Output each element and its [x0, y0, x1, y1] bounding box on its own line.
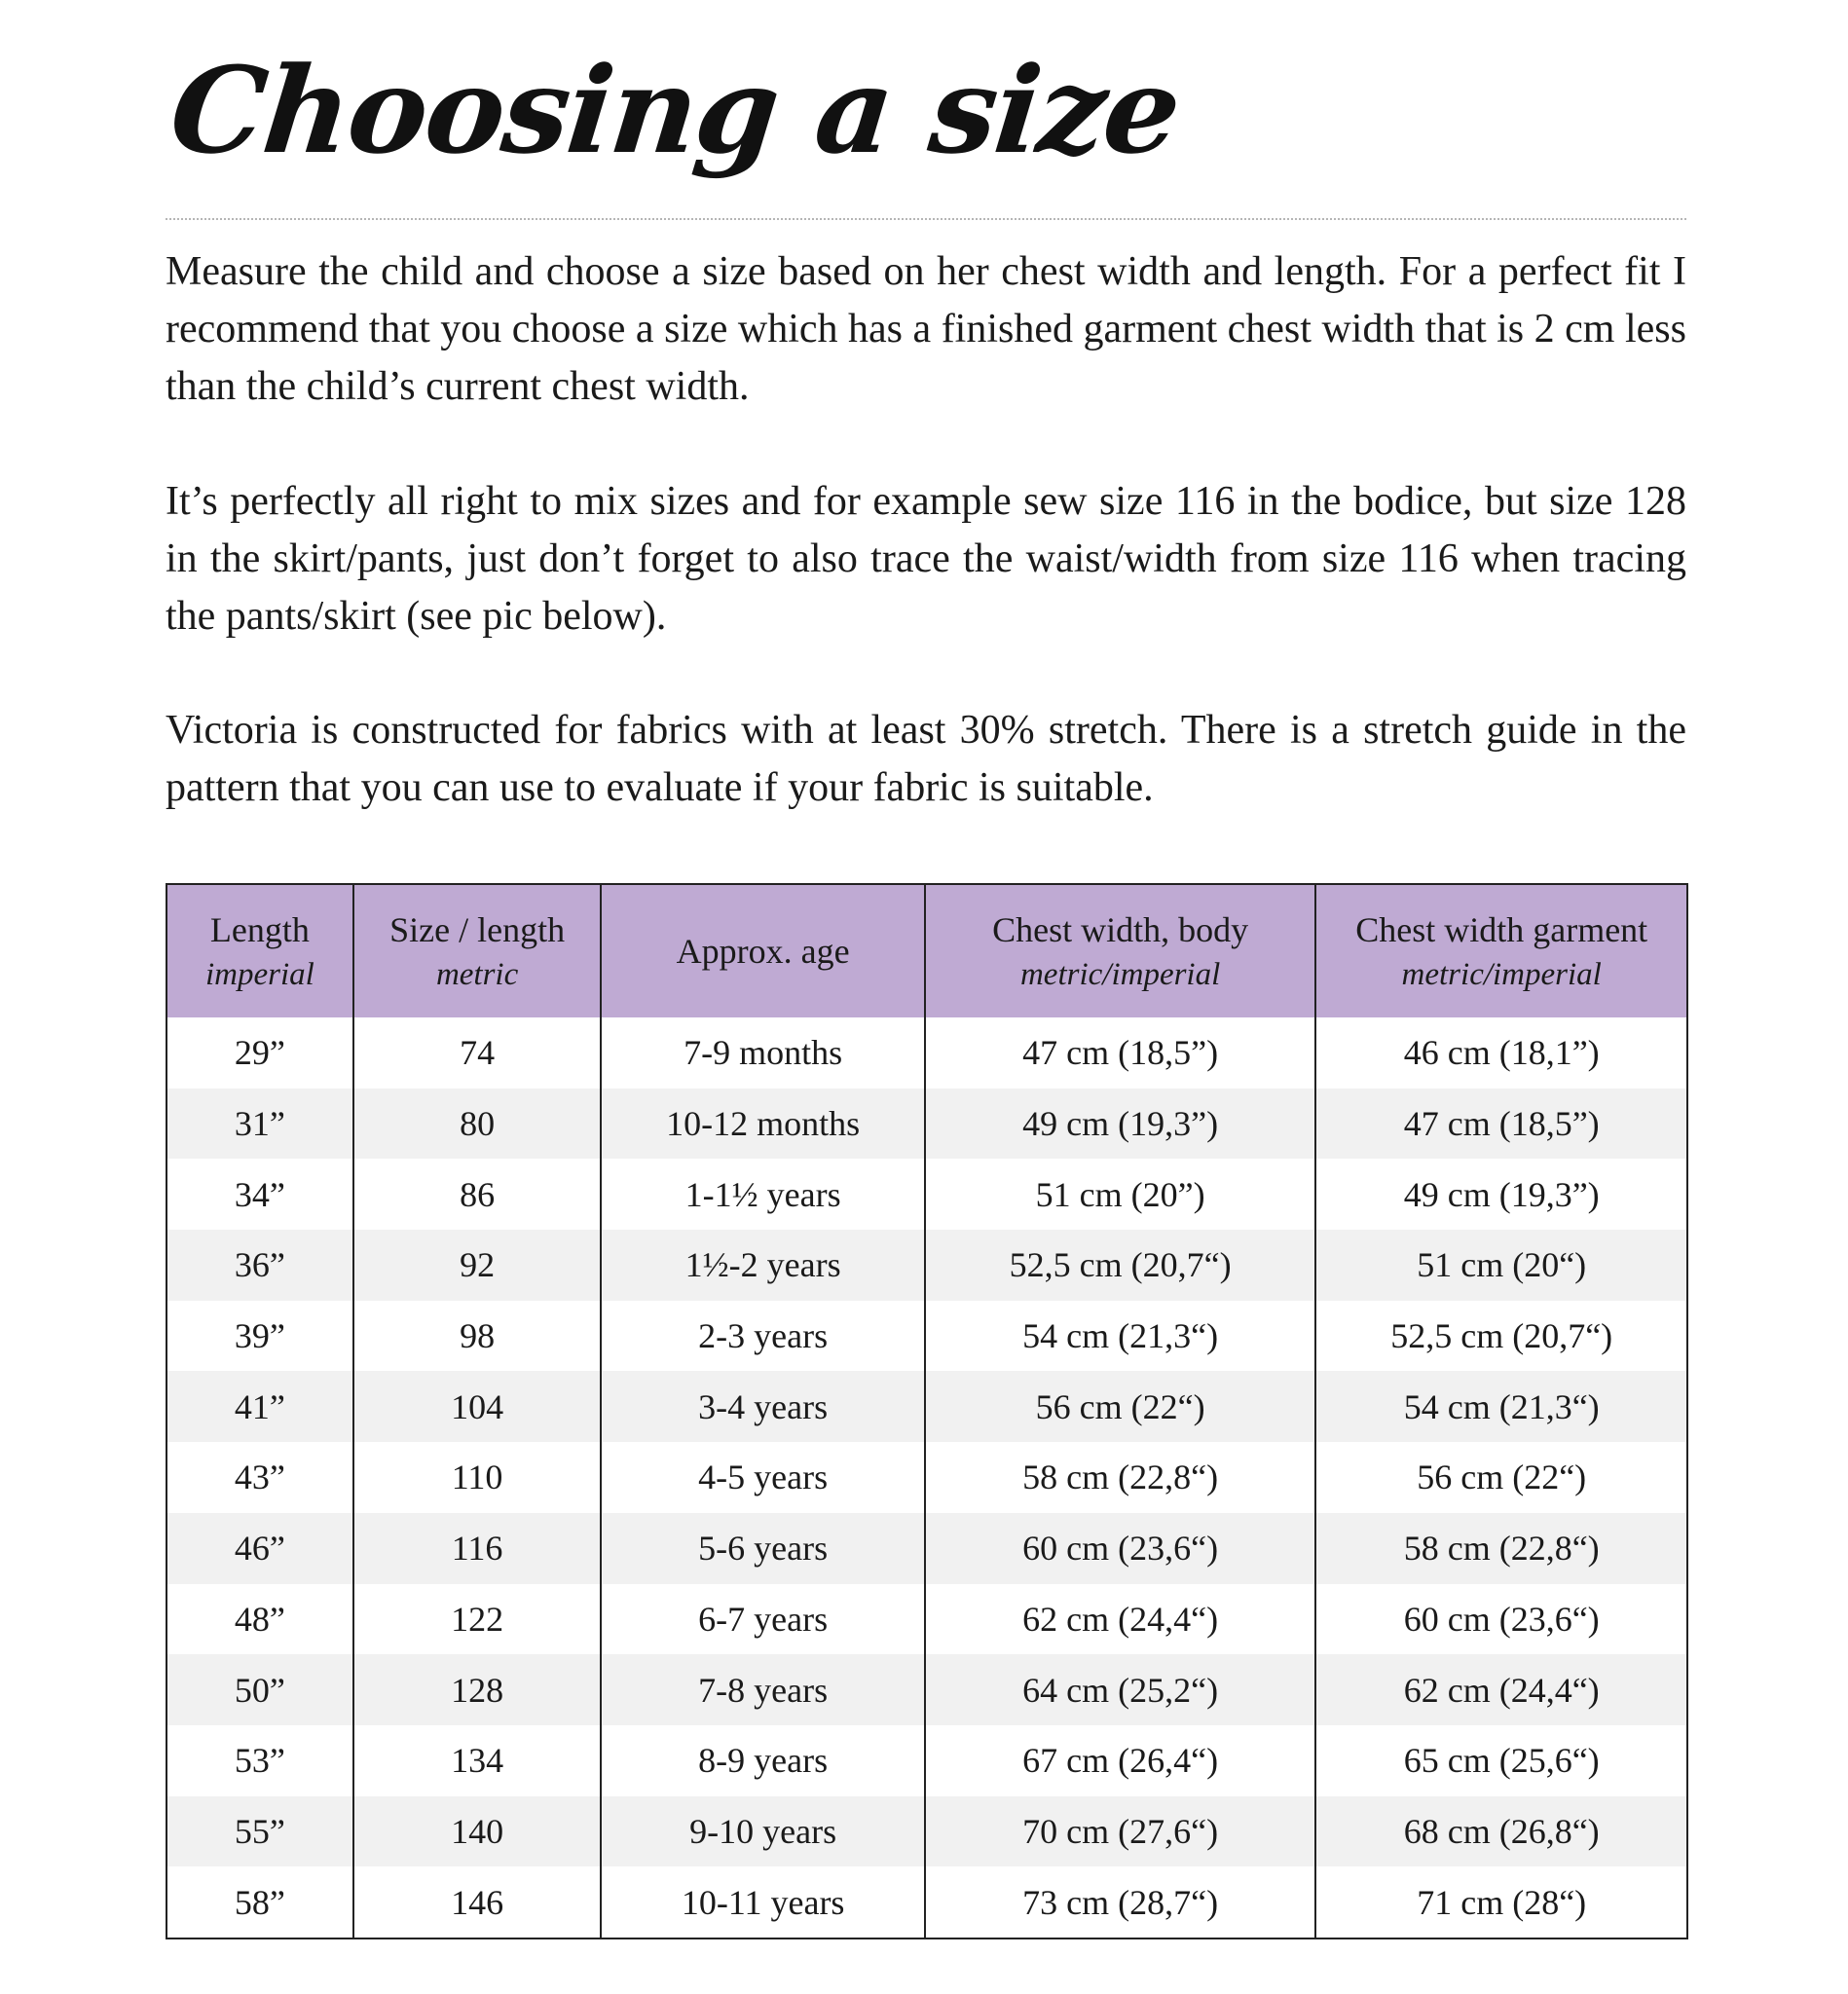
- table-row: [166, 1442, 1687, 1513]
- table-row: [166, 1230, 1687, 1301]
- cell-chest-body: 70 cm (27,6“): [925, 1796, 1316, 1867]
- cell-size: 80: [353, 1089, 602, 1160]
- cell-chest-garment: 54 cm (21,3“): [1315, 1371, 1687, 1442]
- cell-chest-body: 64 cm (25,2“): [925, 1654, 1316, 1725]
- cell-age: 10-11 years: [601, 1866, 924, 1939]
- cell-length: 41”: [166, 1371, 353, 1442]
- table-row: [166, 1017, 1687, 1089]
- header-label: Length: [209, 910, 310, 949]
- cell-length: 46”: [166, 1513, 353, 1584]
- cell-chest-garment: 65 cm (25,6“): [1315, 1725, 1687, 1796]
- size-table: [166, 883, 1688, 1939]
- cell-age: 7-9 months: [601, 1017, 924, 1089]
- cell-chest-garment: 58 cm (22,8“): [1315, 1513, 1687, 1584]
- table-row: [166, 1513, 1687, 1584]
- header-label: Chest width garment: [1355, 910, 1648, 949]
- table-header-row: [166, 884, 1687, 1017]
- cell-size: 116: [353, 1513, 602, 1584]
- header-label: Size / length: [389, 910, 566, 949]
- table-row: [166, 1089, 1687, 1160]
- cell-age: 1-1½ years: [601, 1159, 924, 1230]
- cell-chest-body: 52,5 cm (20,7“): [925, 1230, 1316, 1301]
- cell-size: 74: [353, 1017, 602, 1089]
- cell-length: 48”: [166, 1584, 353, 1655]
- cell-size: 122: [353, 1584, 602, 1655]
- cell-age: 4-5 years: [601, 1442, 924, 1513]
- header-length: [166, 884, 353, 1017]
- cell-size: 86: [353, 1159, 602, 1230]
- table-row: [166, 1584, 1687, 1655]
- table-row: [166, 1301, 1687, 1372]
- title-divider: [166, 218, 1686, 220]
- header-label: Chest width, body: [992, 910, 1249, 949]
- cell-chest-body: 51 cm (20”): [925, 1159, 1316, 1230]
- cell-length: 36”: [166, 1230, 353, 1301]
- cell-age: 5-6 years: [601, 1513, 924, 1584]
- cell-length: 58”: [166, 1866, 353, 1939]
- page-title: Choosing a size: [164, 40, 1186, 180]
- cell-age: 3-4 years: [601, 1371, 924, 1442]
- cell-chest-garment: 56 cm (22“): [1315, 1442, 1687, 1513]
- table-row: [166, 1654, 1687, 1725]
- header-size-length: [353, 884, 602, 1017]
- cell-chest-body: 62 cm (24,4“): [925, 1584, 1316, 1655]
- cell-chest-body: 67 cm (26,4“): [925, 1725, 1316, 1796]
- table-row: [166, 1371, 1687, 1442]
- cell-age: 2-3 years: [601, 1301, 924, 1372]
- cell-length: 55”: [166, 1796, 353, 1867]
- cell-chest-body: 56 cm (22“): [925, 1371, 1316, 1442]
- cell-length: 29”: [166, 1017, 353, 1089]
- cell-chest-garment: 60 cm (23,6“): [1315, 1584, 1687, 1655]
- cell-size: 98: [353, 1301, 602, 1372]
- cell-chest-body: 49 cm (19,3”): [925, 1089, 1316, 1160]
- header-sublabel: metric: [435, 957, 519, 992]
- cell-length: 43”: [166, 1442, 353, 1513]
- cell-size: 110: [353, 1442, 602, 1513]
- cell-chest-garment: 68 cm (26,8“): [1315, 1796, 1687, 1867]
- cell-length: 34”: [166, 1159, 353, 1230]
- table-body: [166, 1017, 1687, 1939]
- header-sublabel: metric/imperial: [1401, 957, 1602, 992]
- cell-size: 92: [353, 1230, 602, 1301]
- cell-length: 39”: [166, 1301, 353, 1372]
- table-row: [166, 1796, 1687, 1867]
- cell-chest-garment: 47 cm (18,5”): [1315, 1089, 1687, 1160]
- cell-age: 1½-2 years: [601, 1230, 924, 1301]
- cell-age: 7-8 years: [601, 1654, 924, 1725]
- paragraph-stretch: Victoria is constructed for fabrics with at least 30% stretch. There is a stretch guide in the pattern that you can use to evaluate if your fabric is suitable.: [166, 708, 1686, 810]
- cell-chest-garment: 62 cm (24,4“): [1315, 1654, 1687, 1725]
- cell-length: 50”: [166, 1654, 353, 1725]
- cell-chest-garment: 51 cm (20“): [1315, 1230, 1687, 1301]
- cell-chest-body: 47 cm (18,5”): [925, 1017, 1316, 1089]
- cell-size: 140: [353, 1796, 602, 1867]
- cell-size: 146: [353, 1866, 602, 1939]
- cell-size: 104: [353, 1371, 602, 1442]
- header-label: Approx. age: [676, 932, 850, 971]
- cell-age: 9-10 years: [601, 1796, 924, 1867]
- cell-length: 31”: [166, 1089, 353, 1160]
- paragraph-measure: Measure the child and choose a size based on her chest width and length. For a perfect fit I recommend that you choose a size which has a finished garment chest width that is 2 cm less than the child’s current chest width.: [166, 249, 1686, 409]
- header-chest-width-body: [925, 884, 1316, 1017]
- header-approx-age: [601, 884, 924, 1017]
- cell-length: 53”: [166, 1725, 353, 1796]
- table-row: [166, 1866, 1687, 1939]
- cell-chest-garment: 52,5 cm (20,7“): [1315, 1301, 1687, 1372]
- cell-chest-garment: 46 cm (18,1”): [1315, 1017, 1687, 1089]
- cell-chest-garment: 49 cm (19,3”): [1315, 1159, 1687, 1230]
- paragraph-mix-sizes: It’s perfectly all right to mix sizes and for example sew size 116 in the bodice, but size 128 in the skirt/pants, just don’t forget to also trace the waist/width from size 116 when tracing the pants/skirt (see pic below).: [166, 479, 1686, 639]
- cell-chest-garment: 71 cm (28“): [1315, 1866, 1687, 1939]
- header-sublabel: metric/imperial: [1019, 957, 1221, 992]
- table-row: [166, 1159, 1687, 1230]
- header-chest-width-garment: [1315, 884, 1687, 1017]
- cell-chest-body: 58 cm (22,8“): [925, 1442, 1316, 1513]
- cell-size: 134: [353, 1725, 602, 1796]
- cell-chest-body: 60 cm (23,6“): [925, 1513, 1316, 1584]
- cell-age: 8-9 years: [601, 1725, 924, 1796]
- header-sublabel: imperial: [204, 957, 314, 992]
- table-row: [166, 1725, 1687, 1796]
- cell-chest-body: 54 cm (21,3“): [925, 1301, 1316, 1372]
- cell-size: 128: [353, 1654, 602, 1725]
- cell-age: 6-7 years: [601, 1584, 924, 1655]
- cell-chest-body: 73 cm (28,7“): [925, 1866, 1316, 1939]
- cell-age: 10-12 months: [601, 1089, 924, 1160]
